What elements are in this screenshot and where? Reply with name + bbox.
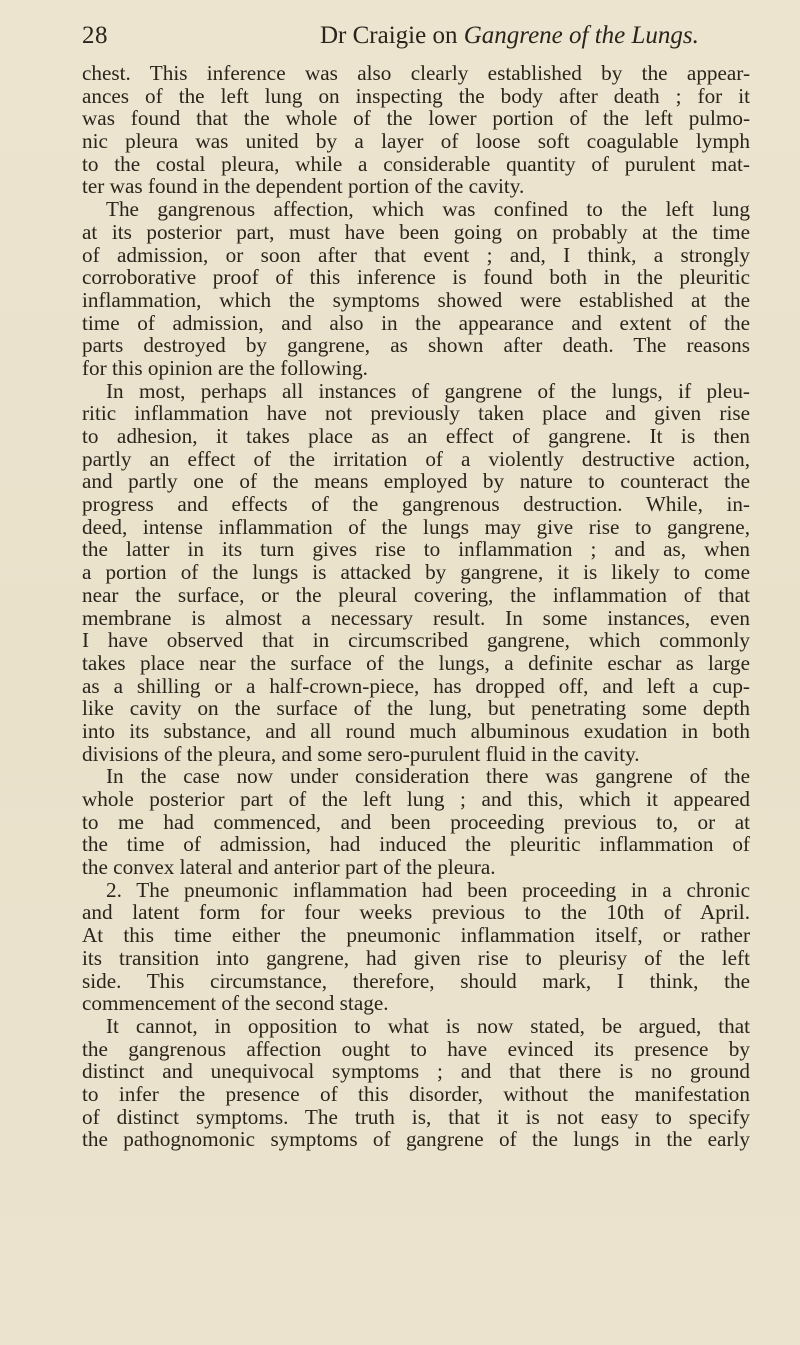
text-line: the convex lateral and anterior part of the pleura. (82, 855, 496, 880)
text-line: into its substance, and all round much albuminous exudation in both (82, 718, 750, 743)
text-line: commencement of the second stage. (82, 991, 389, 1016)
text-line: chest. This inference was also clearly established by the appear- (82, 61, 750, 85)
text-line: It cannot, in opposition to what is now stated, be argued, that (106, 1013, 750, 1038)
text-line: the latter in its turn gives rise to inflammation ; and as, when (82, 537, 750, 562)
text-line: time of admission, and also in the appearance and extent of the (82, 310, 750, 335)
text-line: distinct and unequivocal symptoms ; and that there is no ground (82, 1059, 750, 1084)
page-header (82, 18, 742, 52)
text-line: deed, intense inflammation of the lungs may give rise to gangrene, (82, 514, 750, 539)
text-line: ritic inflammation have not previously taken place and given rise (82, 401, 750, 426)
text-line: for this opinion are the following. (82, 355, 368, 380)
text-line: ances of the left lung on inspecting the body after death ; for it (82, 83, 750, 108)
text-line: the gangrenous affection ought to have evinced its presence by (82, 1036, 750, 1061)
text-line: the time of admission, had induced the pleuritic inflammation of (82, 832, 750, 857)
text-line: to the costal pleura, while a considerable quantity of purulent mat- (82, 151, 750, 176)
text-line: membrane is almost a necessary result. In some instances, even (82, 605, 750, 630)
text-line: nic pleura was united by a layer of loose soft coagulable lymph (82, 129, 750, 154)
text-line: of admission, or soon after that event ; and, I think, a strongly (82, 242, 750, 267)
text-line: progress and effects of the gangrenous destruction. While, in- (82, 492, 750, 517)
body-text (82, 62, 750, 1151)
text-line: whole posterior part of the left lung ; and this, which it appeared (82, 787, 750, 811)
text-line: of distinct symptoms. The truth is, that it is not easy to specify (82, 1104, 750, 1129)
text-line: At this time either the pneumonic inflammation itself, or rather (82, 923, 750, 948)
text-line: to infer the presence of this disorder, without the manifestation (82, 1081, 750, 1106)
text-line: 2. The pneumonic inflammation had been proceeding in a chronic (106, 877, 750, 902)
text-line: side. This circumstance, therefore, should mark, I think, the (82, 968, 750, 993)
text-line: In most, perhaps all instances of gangrene of the lungs, if pleu- (106, 378, 750, 403)
text-line: as a shilling or a half-crown-piece, has dropped off, and left a cup- (82, 673, 750, 698)
text-line: The gangrenous affection, which was confined to the left lung (106, 197, 750, 222)
text-line: its transition into gangrene, had given rise to pleurisy of the left (82, 945, 750, 970)
text-line: inflammation, which the symptoms showed were established at the (82, 287, 750, 312)
text-line: parts destroyed by gangrene, as shown after death. The reasons (82, 333, 750, 358)
text-line: ter was found in the dependent portion of the cavity. (82, 174, 525, 199)
text-line: partly an effect of the irritation of a violently destructive action, (82, 446, 750, 471)
running-head (320, 22, 699, 50)
text-line: like cavity on the surface of the lung, but penetrating some depth (82, 696, 750, 721)
page-number: 28 (82, 22, 108, 49)
text-line: I have observed that in circumscribed gangrene, which commonly (82, 628, 750, 653)
running-head-title: Gangrene of the Lungs. (463, 22, 699, 49)
text-line: takes place near the surface of the lungs, a definite eschar as large (82, 650, 750, 675)
text-line: a portion of the lungs is attacked by gangrene, it is likely to come (82, 560, 750, 585)
text-line: at its posterior part, must have been going on probably at the time (82, 219, 750, 244)
text-line: corroborative proof of this inference is found both in the pleuritic (82, 265, 750, 290)
text-line: near the surface, or the pleural covering, the inflammation of that (82, 582, 750, 607)
text-line: to me had commenced, and been proceeding previous to, or at (82, 809, 750, 834)
running-head-author: Dr Craigie on (320, 22, 458, 49)
text-line: to adhesion, it takes place as an effect of gangrene. It is then (82, 424, 750, 448)
text-line: the pathognomonic symptoms of gangrene of the lungs in the early (82, 1127, 750, 1152)
text-line: and partly one of the means employed by nature to counteract the (82, 469, 750, 494)
text-line: In the case now under consideration there was gangrene of the (106, 764, 750, 789)
text-line: divisions of the pleura, and some sero-purulent fluid in the cavity. (82, 741, 640, 766)
text-line: and latent form for four weeks previous to the 10th of April. (82, 900, 750, 925)
text-line: was found that the whole of the lower portion of the left pulmo- (82, 106, 750, 131)
